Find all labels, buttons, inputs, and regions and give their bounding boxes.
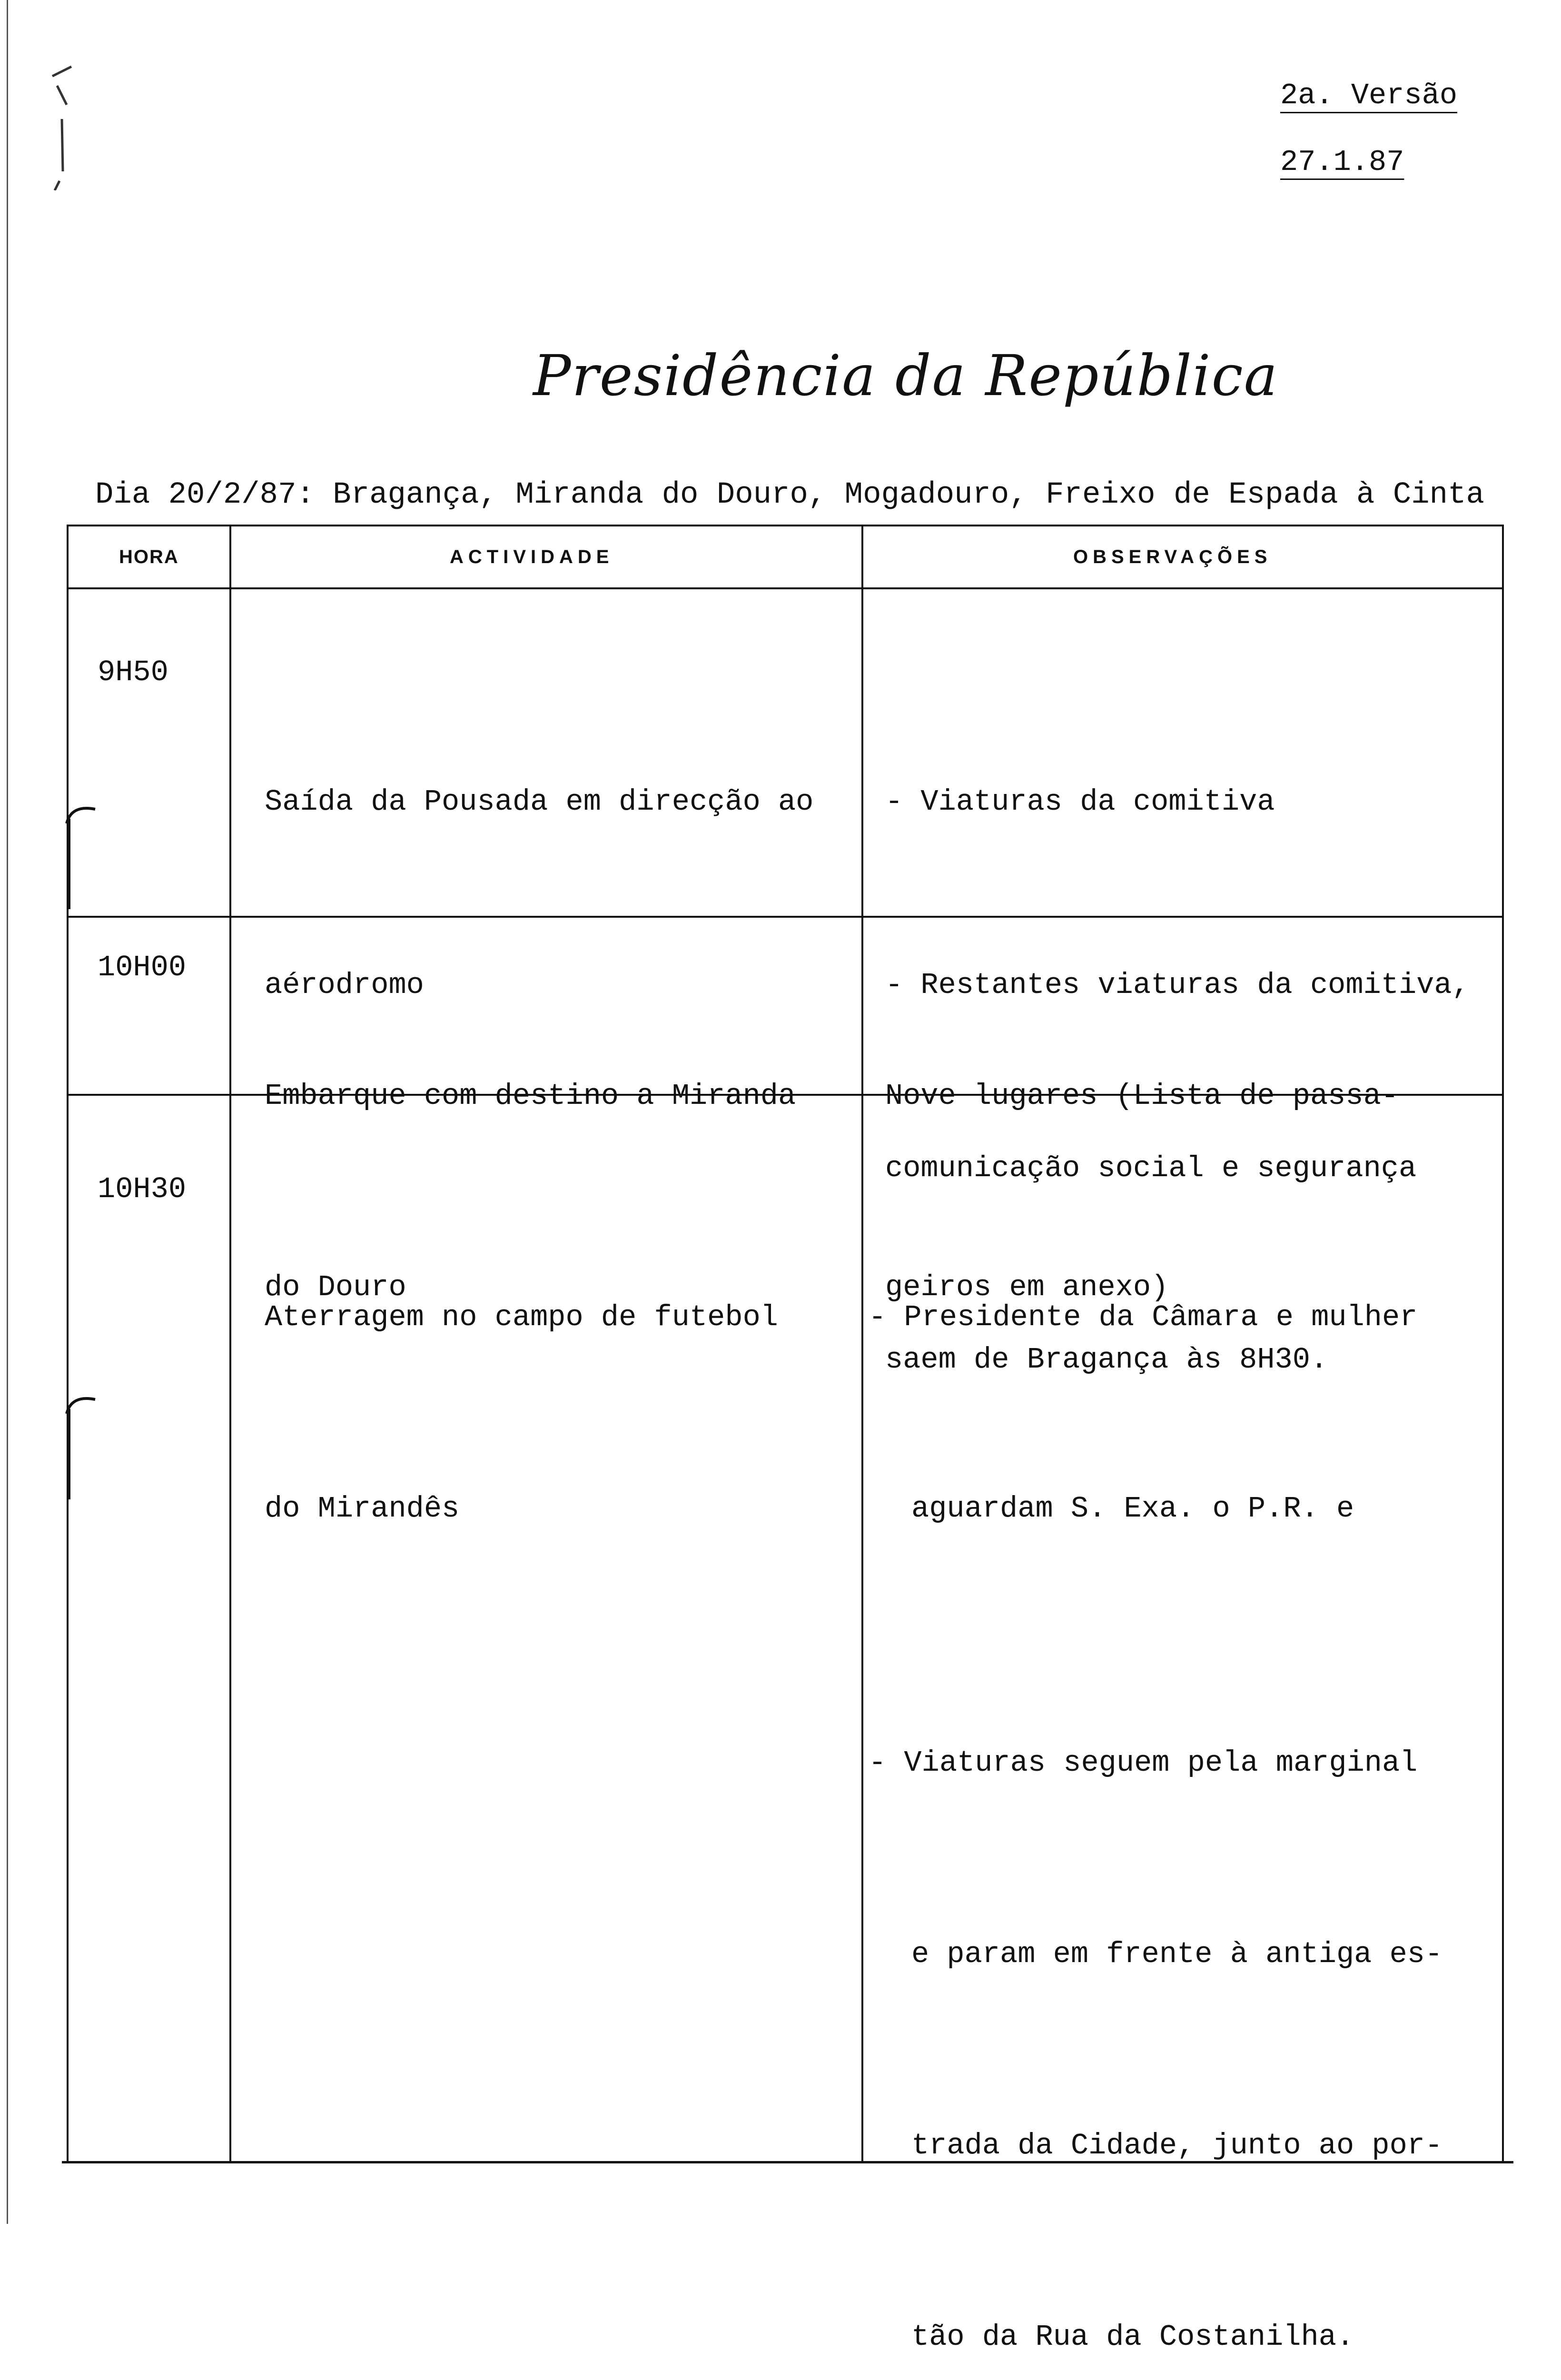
cell-line: e param em frente à antiga es- — [911, 1937, 1443, 1971]
cell-line: Saída da Pousada em direcção ao — [265, 785, 814, 819]
hora-cell: 10H00 — [98, 951, 187, 984]
cell-line: aguardam S. Exa. o P.R. e — [911, 1492, 1354, 1526]
cell-line: Aterragem no campo de futebol — [265, 1300, 778, 1334]
header-actividade: ACTIVIDADE — [450, 546, 614, 567]
table-right-border — [1502, 525, 1504, 2162]
cell-line: comunicação social e segurança — [885, 1151, 1417, 1185]
hole-punch-arc-icon — [57, 1376, 114, 1499]
column-divider-1 — [229, 525, 231, 2162]
cell-line: tão da Rua da Costanilha. — [911, 2320, 1354, 2354]
actividade-cell — [265, 1158, 778, 1668]
cell-line: - Presidente da Câmara e mulher — [869, 1300, 1418, 1334]
cell-line: trada da Cidade, junto ao por- — [911, 2129, 1443, 2162]
cell-line: do Douro — [265, 1270, 406, 1304]
hole-punch-arc-icon — [57, 785, 114, 909]
table-left-border — [67, 525, 69, 2162]
header-hora: HORA — [119, 546, 179, 567]
column-divider-2 — [861, 525, 863, 2162]
header-observacoes: OBSERVAÇÕES — [1073, 546, 1272, 567]
cell-line: geiros em anexo) — [885, 1270, 1169, 1304]
header-bottom-rule — [67, 587, 1504, 589]
cell-line: - Viaturas da comitiva — [885, 785, 1275, 819]
hora-cell: 9H50 — [98, 655, 168, 689]
cell-line: do Mirandês — [265, 1492, 460, 1526]
cell-line: Nove lugares (Lista de passa- — [885, 1079, 1399, 1113]
table-top-rule — [67, 525, 1504, 526]
left-margin-line — [7, 0, 8, 2224]
cell-line: aérodromo — [265, 968, 424, 1002]
punch-hole-mark-icon — [38, 48, 90, 190]
cell-line: saem de Bragança às 8H30. — [885, 1343, 1328, 1377]
cell-line: - Viaturas seguem pela marginal — [869, 1746, 1418, 1780]
cell-line: Embarque com destino a Miranda — [265, 1079, 796, 1113]
version-date: 27.1.87 — [1280, 145, 1404, 179]
cell-line: - Restantes viaturas da comitiva, — [885, 968, 1470, 1002]
hora-cell: 10H30 — [98, 1172, 187, 1206]
day-heading: Dia 20/2/87: Bragança, Miranda do Douro, Mogadouro, Freixo de Espada à Cinta — [95, 478, 1484, 512]
letterhead: Presidência da República — [533, 343, 1279, 408]
observacoes-cell — [869, 1158, 1442, 2380]
version-label: 2a. Versão — [1280, 79, 1458, 112]
